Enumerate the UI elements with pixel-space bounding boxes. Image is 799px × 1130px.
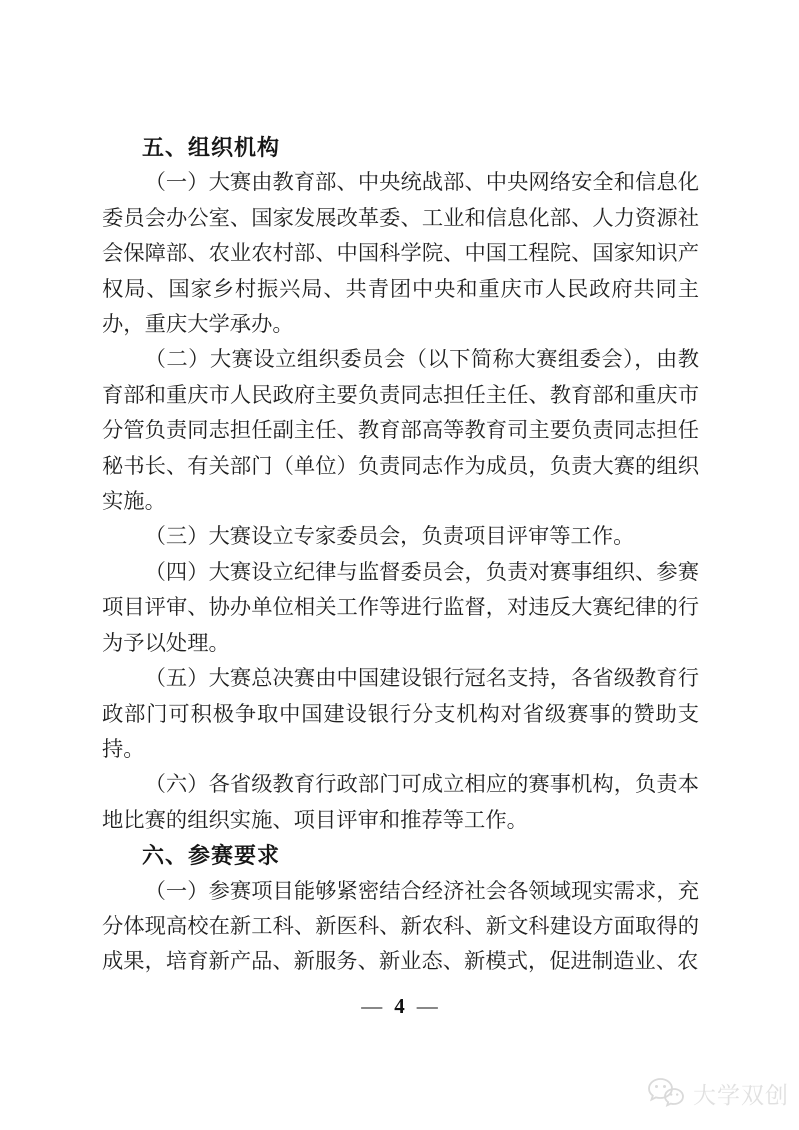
footer-left-dash: — <box>361 994 383 1018</box>
document-content <box>102 130 699 980</box>
page-number: 4 <box>394 994 405 1018</box>
paragraph-bank-sponsorship: （五）大赛总决赛由中国建设银行冠名支持，各省级教育行政部门可积极争取中国建设银行分支机构对省级赛事的赞助支持。 <box>102 666 699 761</box>
paragraph-project-requirements: （一）参赛项目能够紧密结合经济社会各领域现实需求，充分体现高校在新工科、新医科、新农科、新文科建设方面取得的成果，培育新产品、新服务、新业态、新模式，促进制造业、农 <box>102 878 699 974</box>
section-heading-organization: 五、组织机构 <box>142 135 281 160</box>
page-number-footer <box>0 994 799 1019</box>
paragraph-organizers: （一）大赛由教育部、中央统战部、中央网络安全和信息化委员会办公室、国家发展改革委、工业和信息化部、人力资源社会保障部、农业农村部、中国科学院、中国工程院、国家知识产权局、国家乡村振兴局、共青团中央和重庆市人民政府共同主办，重庆大学承办。 <box>102 170 699 337</box>
paragraph-provincial-bodies: （六）各省级教育行政部门可成立相应的赛事机构，负责本地比赛的组织实施、项目评审和推荐等工作。 <box>102 772 699 832</box>
watermark-text: 大学双创 <box>693 1081 789 1108</box>
paragraph-discipline-committee: （四）大赛设立纪律与监督委员会，负责对赛事组织、参赛项目评审、协办单位相关工作等进行监督，对违反大赛纪律的行为予以处理。 <box>102 559 699 655</box>
paragraph-expert-committee: （三）大赛设立专家委员会，负责项目评审等工作。 <box>144 524 635 549</box>
section-heading-requirements: 六、参赛要求 <box>142 843 281 869</box>
footer-right-dash: — <box>416 994 438 1018</box>
watermark <box>646 1076 789 1110</box>
wechat-icon <box>646 1076 686 1110</box>
paragraph-organizing-committee: （二）大赛设立组织委员会（以下简称大赛组委会），由教育部和重庆市人民政府主要负责同志担任主任、教育部和重庆市分管负责同志担任副主任、教育部高等教育司主要负责同志担任秘书长、有关部门（单位）负责同志作为成员，负责大赛的组织实施。 <box>102 347 699 514</box>
